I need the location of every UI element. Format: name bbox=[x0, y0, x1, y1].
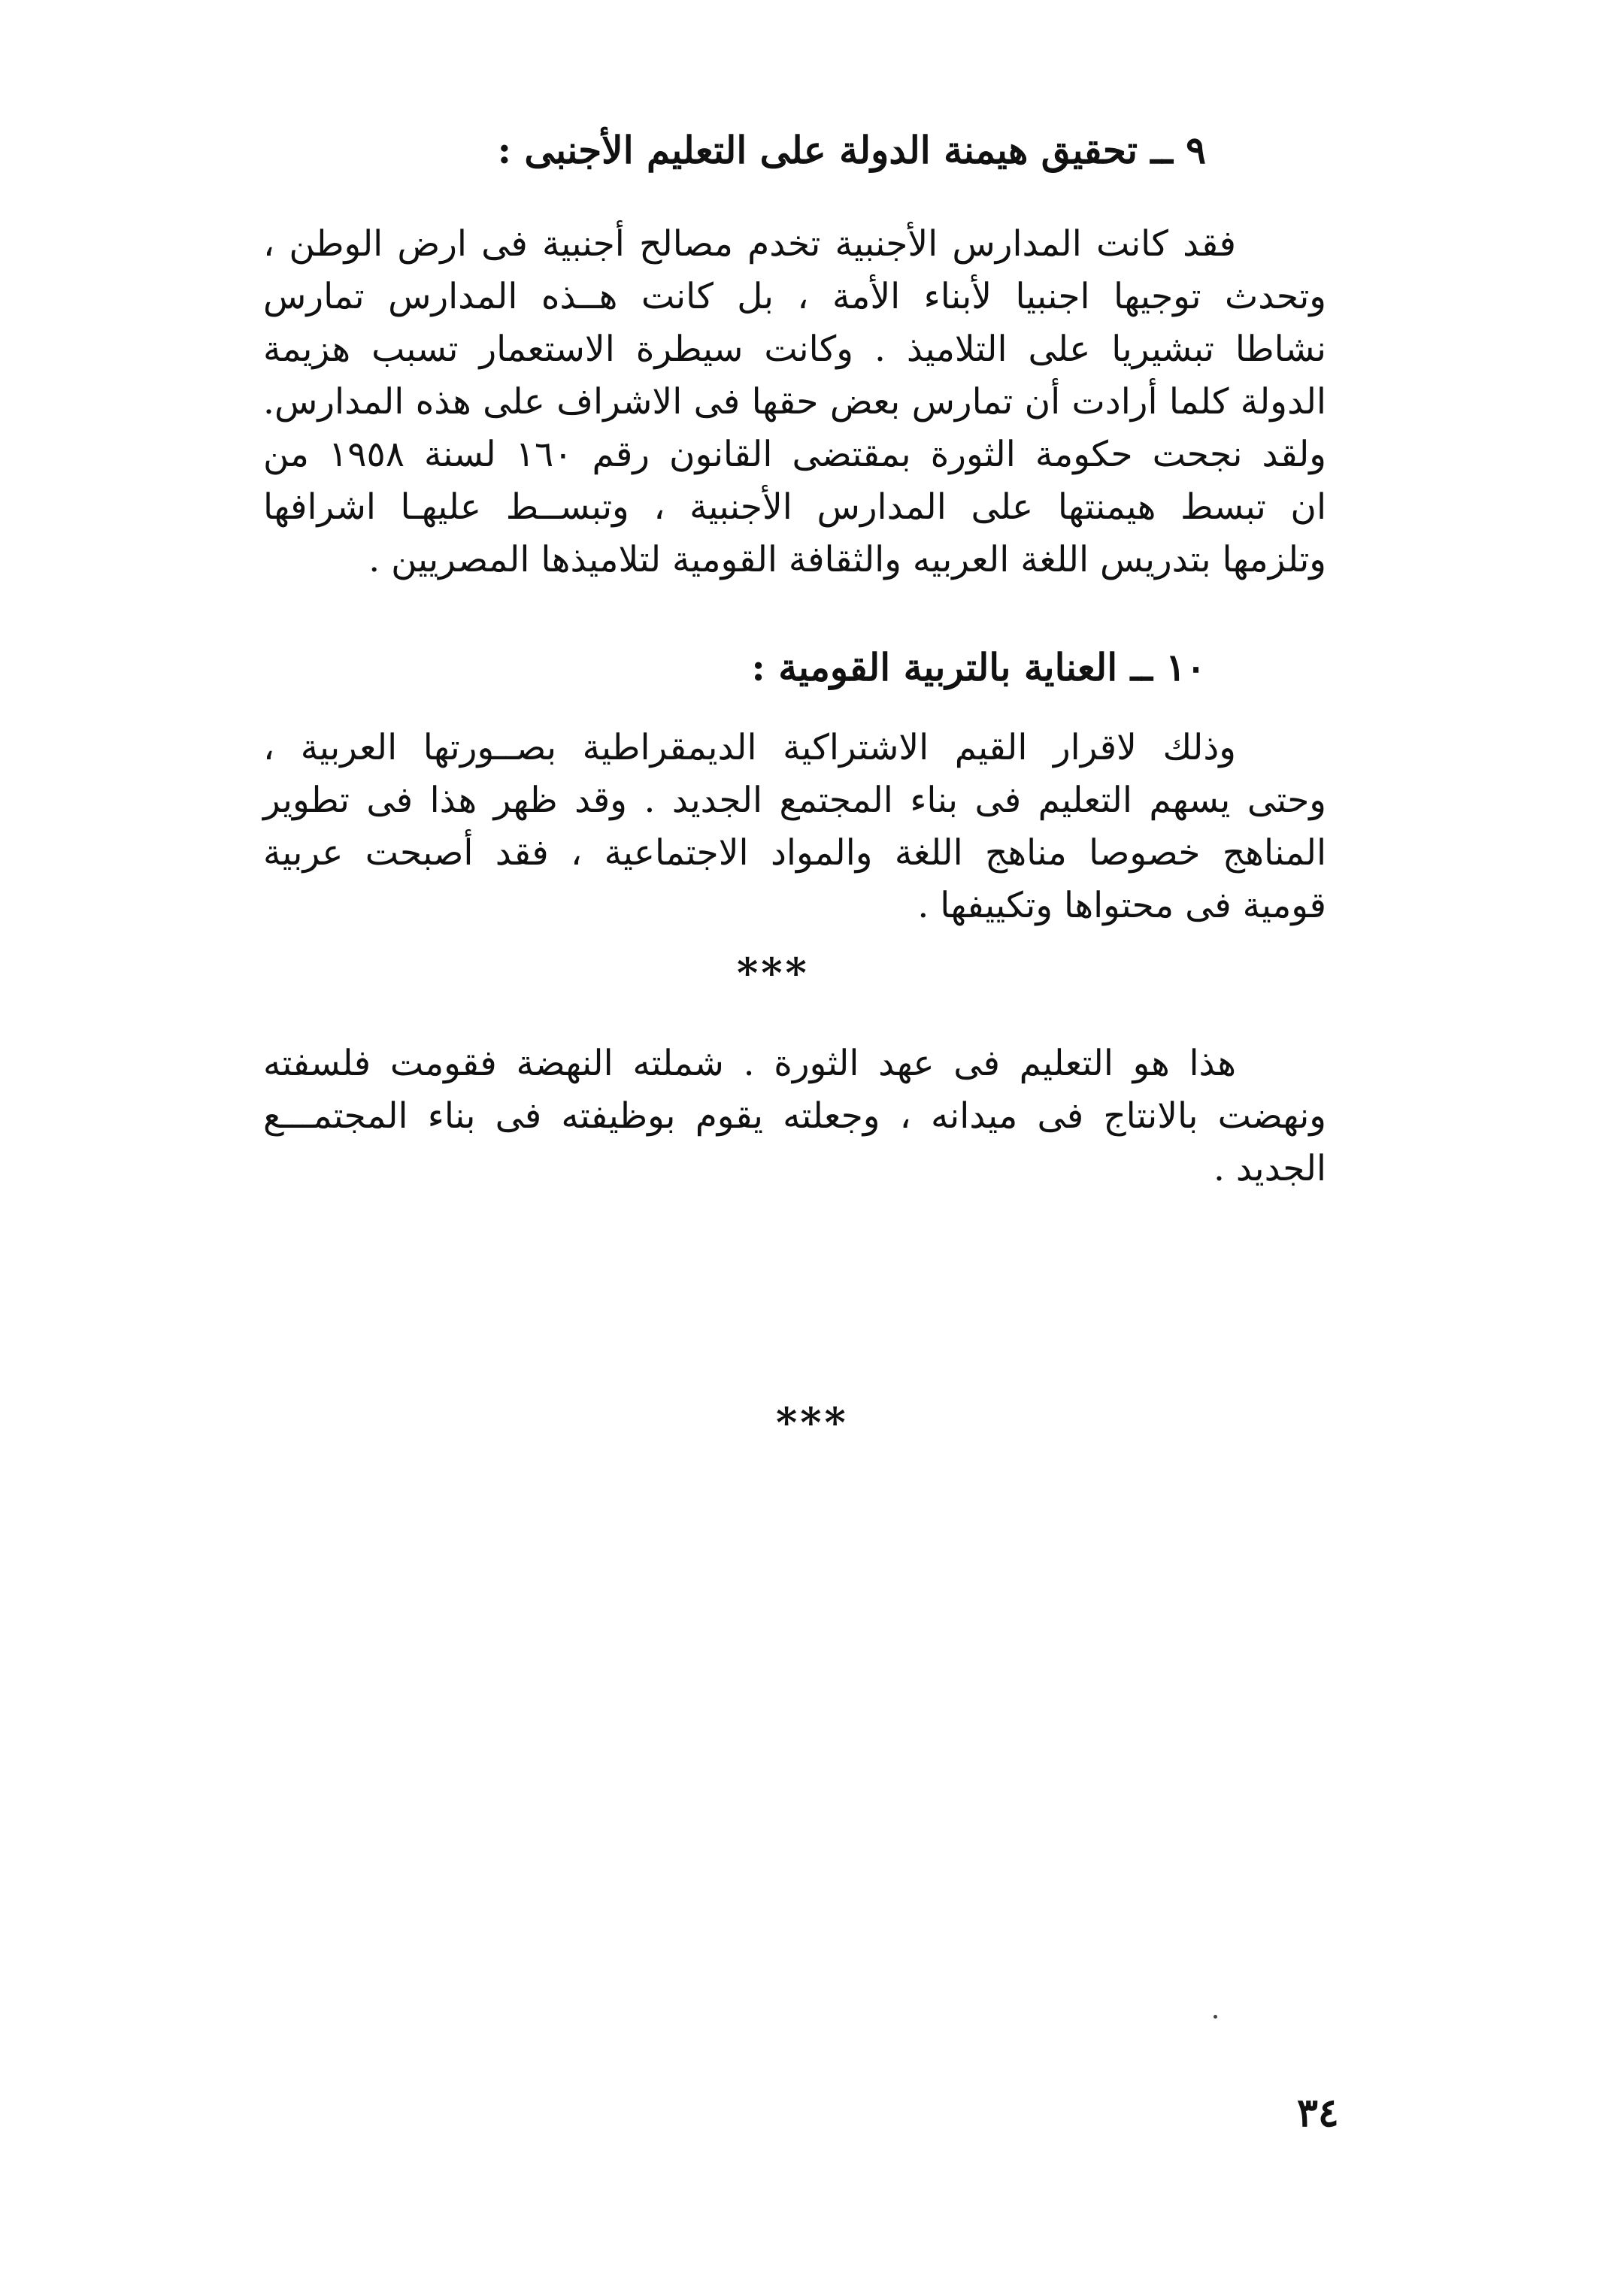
paragraph-line: الجديد . bbox=[1213, 1148, 1326, 1189]
section-9-heading: ٩ ــ تحقيق هيمنة الدولة على التعليم الأجنبى : bbox=[497, 128, 1206, 172]
paragraph-line: ان تبسط هيمنتها على المدارس الأجنبية ، وتبســط عليهـا اشرافها bbox=[263, 486, 1326, 528]
section-9-paragraph bbox=[263, 218, 1326, 586]
paragraph-line: وذلك لاقرار القيم الاشتراكية الديمقراطية بصــورتها العربية ، bbox=[263, 727, 1236, 768]
paragraph-line: وتلزمها بتدريس اللغة العربيه والثقافة القومية لتلاميذها المصريين . bbox=[368, 539, 1326, 580]
paragraph-line: هذا هو التعليم فى عهد الثورة . شملته النهضة فقومت فلسفته bbox=[263, 1043, 1236, 1084]
closing-paragraph bbox=[263, 1037, 1326, 1195]
paragraph-line: ونهضت بالانتاج فى ميدانه ، وجعلته يقوم بوظيفته فى بناء المجتمـــع bbox=[263, 1095, 1326, 1137]
section-separator: *** bbox=[737, 949, 810, 997]
paragraph-line: فقد كانت المدارس الأجنبية تخدم مصالح أجنبية فى ارض الوطن ، bbox=[263, 223, 1236, 265]
section-10-paragraph bbox=[263, 722, 1326, 932]
page-number: ٣٤ bbox=[1297, 2090, 1339, 2136]
section-10-heading: ١٠ ــ العناية بالتربية القومية : bbox=[751, 645, 1206, 689]
scan-speck bbox=[1214, 2015, 1217, 2019]
paragraph-line: المناهج خصوصا مناهج اللغة والمواد الاجتماعية ، فقد أصبحت عربية bbox=[263, 832, 1326, 874]
paragraph-line: وتحدث توجيها اجنبيا لأبناء الأمة ، بل كانت هــذه المدارس تمارس bbox=[263, 276, 1326, 317]
paragraph-line: ولقد نجحت حكومة الثورة بمقتضى القانون رقم ١٦٠ لسنة ١٩٥٨ من bbox=[263, 434, 1326, 475]
paragraph-line: وحتى يسهم التعليم فى بناء المجتمع الجديد . وقد ظهر هذا فى تطوير bbox=[263, 780, 1326, 821]
end-separator: *** bbox=[776, 1398, 849, 1446]
paragraph-line: نشاطا تبشيريا على التلاميذ . وكانت سيطرة الاستعمار تسبب هزيمة bbox=[263, 329, 1326, 370]
paragraph-line: قومية فى محتواها وتكييفها . bbox=[917, 885, 1326, 926]
paragraph-line: الدولة كلما أرادت أن تمارس بعض حقها فى الاشراف على هذه المدارس. bbox=[263, 381, 1326, 423]
